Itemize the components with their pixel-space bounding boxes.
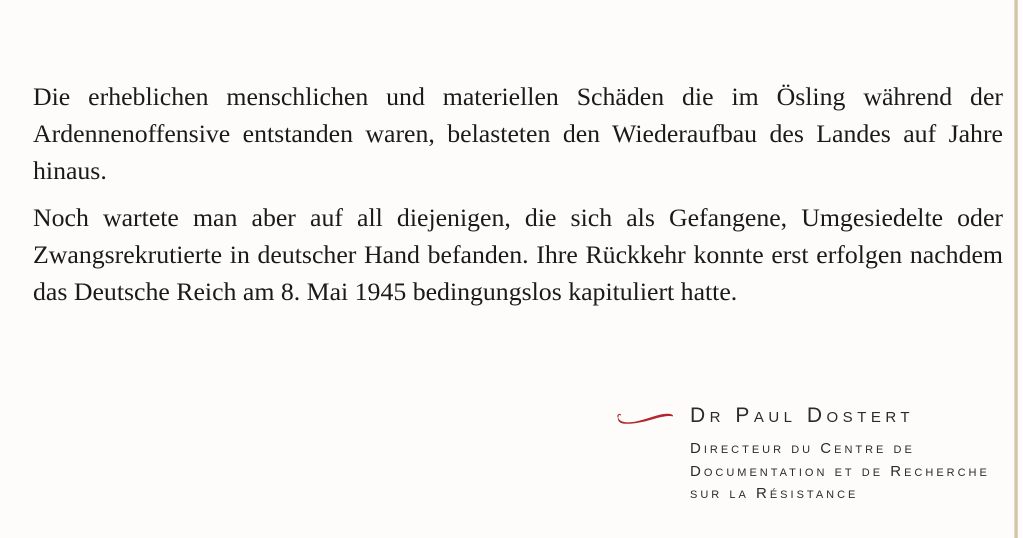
text-line: das Deutsche Reich am 8. Mai 1945 bedingungslos kapituliert hatte.: [33, 277, 738, 306]
paragraph-1: [33, 78, 1003, 189]
signatory-title: [690, 438, 990, 506]
signatory-name: Dr Paul Dostert: [690, 404, 915, 427]
text-line: Noch wartete man aber auf all diejenigen, die sich als Gefangene, Umgesiedelte oder: [33, 203, 1003, 232]
signature-block: [690, 403, 990, 506]
page-edge-line: [1014, 0, 1018, 538]
signatory-title-line: sur la Résistance: [690, 485, 859, 502]
text-line: Zwangsrekrutierte in deutscher Hand befanden. Ihre Rückkehr konnte erst erfolgen nachdem: [33, 240, 1003, 269]
text-line: hinaus.: [33, 156, 107, 185]
signature-flourish: [613, 405, 677, 427]
body-text: [33, 78, 1003, 320]
paragraph-2: [33, 199, 1003, 310]
text-line: Ardennenoffensive entstanden waren, belasteten den Wiederaufbau des Landes auf Jahre: [33, 119, 1003, 148]
text-line: Die erheblichen menschlichen und materiellen Schäden die im Ösling während der: [33, 82, 1003, 111]
signatory-title-line: Directeur du Centre de: [690, 440, 915, 457]
signatory-title-line: Documentation et de Recherche: [690, 462, 990, 480]
